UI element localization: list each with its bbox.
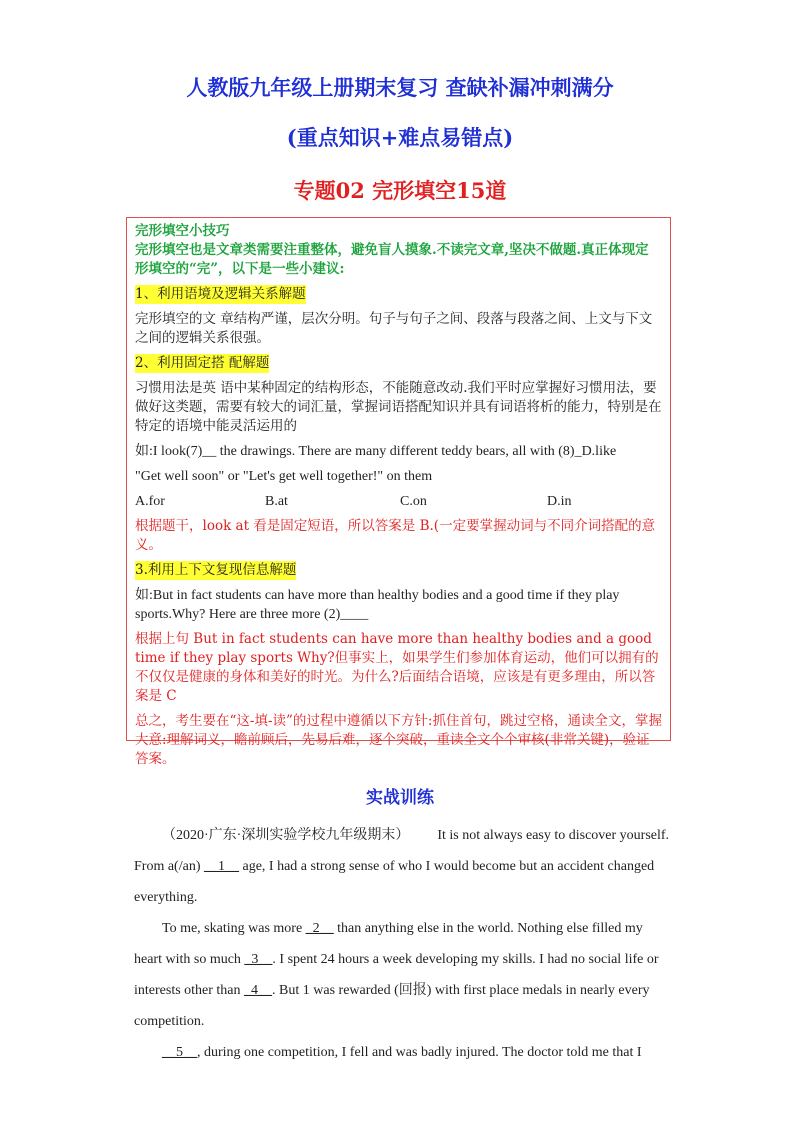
passage-paragraph-1 (134, 820, 674, 913)
section2-options (135, 492, 662, 511)
section2-title: 2、利用固定搭 配解题 (135, 355, 270, 371)
paragraph-3-text-a: , during one competition, I fell and was badly injured. The doctor told me that I (197, 1045, 642, 1060)
section2-example-line2: "Get well soon" or "Let's get well together!" on them (135, 469, 433, 484)
option-b: B.at (265, 494, 288, 509)
passage-paragraph-2 (134, 913, 674, 1037)
paragraph-2-text-b: than anything else in the world. Nothing else filled my heart with so much (134, 921, 643, 967)
practice-title: 实战训练 (366, 788, 434, 808)
paragraph-2-text-a: To me, skating was more (162, 921, 306, 936)
blank-2: _2__ (305, 921, 334, 936)
paragraph-2-text-c: . I spent 24 hours a week developing my skills. I had no social life or interests other than (134, 952, 659, 998)
section1-title: 1、利用语境及逻辑关系解题 (135, 286, 306, 302)
section3-answer: 根据上句 But in fact students can have more than healthy bodies and a good time if they play sports Why?但事实上，如果学生们参加体育运动，他们可以拥有的不仅仅是健康的身体和美好的时光。为什么?后面结合语境，应该是有更多理由，所以答案是 C (135, 631, 659, 704)
tips-intro: 完形填空也是文章类需要注重整体，避免盲人摸象.不读完文章,坚决不做题.真正体现定形填空的“完”，以下是一些小建议: (135, 242, 649, 277)
section3-title: 3.利用上下文复现信息解题 (135, 562, 297, 578)
section2-body: 习惯用法是英 语中某种固定的结构形态，不能随意改动.我们平时应掌握好习惯用法，要做好这类题，需要有较大的词汇量，掌握词语搭配知识并具有词语将析的能力，特别是在特定的语境中能灵活运用的 (135, 380, 662, 434)
section2-example-line1: 如:I look(7)__ the drawings. There are many different teddy bears, all with (8)_D.like (135, 444, 617, 459)
tips-summary: 总之，考生要在“这-填-读”的过程中遵循以下方针:抓住首句，跳过空格，通读全文，掌握大意:理解词义，瞻前顾后，先易后难，逐个突破，重读全文个个审核(非常关键)，验证答案。 (135, 713, 662, 767)
option-d: D.in (547, 494, 572, 509)
paragraph-2-text-d: . But 1 was rewarded (回报) with first place medals in nearly every competition. (134, 983, 650, 1029)
option-c: C.on (400, 494, 427, 509)
passage-paragraph-3 (134, 1037, 674, 1068)
blank-3: _3__ (244, 952, 273, 967)
blank-4: _4__ (244, 983, 273, 998)
blank-1: __1__ (203, 859, 239, 874)
tips-heading: 完形填空小技巧 (135, 223, 230, 239)
paragraph-1-text-a: It is not always easy to discover yourself. From a(/an) (134, 828, 670, 874)
section3-example: 如:But in fact students can have more than healthy bodies and a good time if they play sports.Why? Here are three more (2)____ (135, 588, 620, 622)
passage (134, 820, 674, 1068)
passage-source: （2020·广东·深圳实验学校九年级期末） (162, 828, 410, 843)
option-a: A.for (135, 494, 165, 509)
section1-body: 完形填空的文 章结构严谨，层次分明。句子与句子之间、段落与段落之间、上文与下文之间的逻辑关系很强。 (135, 311, 653, 346)
document-subtitle: (重点知识+难点易错点) (286, 125, 514, 150)
blank-5: __5__ (162, 1045, 197, 1060)
section2-answer: 根据题干，look at 看是固定短语，所以答案是 B.(一定要掌握动词与不同介词搭配的意义。 (135, 518, 656, 553)
paragraph-1-text-b: age, I had a strong sense of who I would become but an accident changed everything. (134, 859, 655, 905)
document-title: 人教版九年级上册期末复习 查缺补漏冲刺满分 (186, 75, 614, 100)
topic-title: 专题02 完形填空15道 (293, 178, 507, 203)
tips-box (126, 217, 671, 767)
